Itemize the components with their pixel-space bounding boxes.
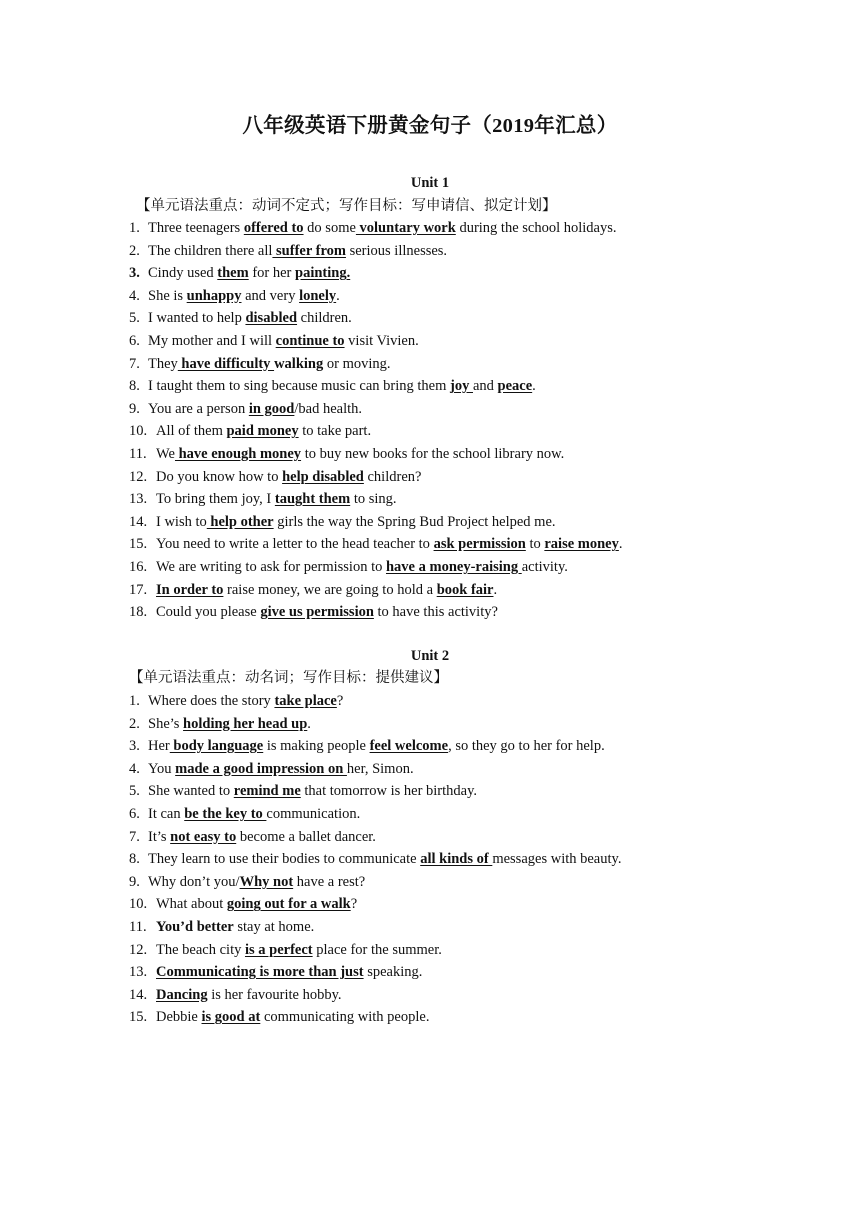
key-phrase: ask permission [433, 536, 526, 553]
sentence-text: I taught them to sing because music can bring them [148, 378, 451, 395]
key-phrase: made a good impression on [175, 760, 347, 777]
sentence-number: 1. [129, 220, 140, 236]
sentence-item [129, 758, 621, 781]
sentence-number: 6. [129, 805, 140, 822]
key-phrase: going out for a walk [226, 896, 351, 913]
sentence-text: Cindy used [148, 265, 218, 282]
sentence-item [129, 871, 621, 894]
sentence-item [129, 420, 622, 443]
sentence-text: They [148, 355, 178, 372]
sentence-item [129, 443, 622, 466]
sentence-text: have a rest? [293, 873, 366, 890]
sentence-text: Where does the story [148, 693, 275, 709]
sentence-text: communicating with people. [260, 1009, 430, 1026]
sentence-text: communication. [266, 805, 361, 822]
sentence-item [129, 353, 622, 376]
sentence-text: She is [148, 287, 187, 304]
sentence-text: is making people [263, 738, 370, 755]
sentence-text: is her favourite hobby. [207, 986, 342, 1003]
sentence-number: 6. [129, 332, 140, 349]
sentence-text: and very [241, 287, 300, 304]
sentence-number: 3. [129, 738, 140, 755]
sentence-item [129, 556, 622, 579]
sentence-list [129, 217, 622, 624]
sentence-text: become a ballet dancer. [236, 828, 376, 845]
sentence-text: ? [336, 693, 344, 709]
key-phrase: In order to [156, 581, 224, 598]
sentence-item [129, 579, 622, 602]
sentence-number: 10. [129, 896, 148, 913]
sentence-text: do some [303, 220, 356, 236]
key-phrase: in good [248, 400, 295, 417]
sentence-item [129, 398, 622, 421]
key-phrase: take place [274, 693, 337, 709]
sentence-number: 8. [129, 851, 140, 868]
key-phrase: help other [206, 513, 274, 530]
sentence-text: stay at home. [233, 918, 315, 935]
key-phrase: Communicating is more than just [156, 964, 364, 981]
key-phrase: taught them [274, 491, 351, 508]
sentence-text: to take part. [298, 423, 372, 440]
key-phrase: holding her head up [183, 715, 308, 732]
key-phrase: give us permission [260, 604, 374, 621]
sentence-text: ? [350, 896, 358, 913]
sentence-number: 4. [129, 760, 140, 777]
sentence-text: The beach city [156, 941, 245, 958]
sentence-item [129, 285, 622, 308]
sentence-text: her, Simon. [346, 760, 414, 777]
key-phrase: is good at [201, 1009, 261, 1026]
unit-focus-note: 【单元语法重点：动词不定式；写作目标：写申请信、拟定计划】 [136, 198, 557, 214]
sentence-text: You need to write a letter to the head teacher to [156, 536, 434, 553]
key-phrase: offered to [243, 220, 304, 236]
sentence-item [129, 848, 621, 871]
sentence-text: to [525, 536, 545, 553]
page-title: 八年级英语下册黄金句子（2019年汇总） [242, 115, 618, 137]
sentence-number: 2. [129, 242, 140, 259]
sentence-number: 7. [129, 355, 140, 372]
sentence-text: You [148, 760, 176, 777]
sentence-item [129, 916, 621, 939]
sentence-item [129, 780, 621, 803]
sentence-text: to have this activity? [373, 604, 498, 621]
sentence-text: The children there all [148, 242, 273, 259]
sentence-text: and [472, 378, 498, 395]
sentence-item [129, 803, 621, 826]
key-phrase: have a money-raising [385, 558, 522, 575]
sentence-item [129, 1006, 621, 1029]
sentence-text: for her [248, 265, 295, 282]
sentence-number: 4. [129, 287, 140, 304]
sentence-item [129, 466, 622, 489]
sentence-number: 8. [129, 378, 140, 395]
sentence-number: 14. [129, 986, 148, 1003]
sentence-number: 15. [129, 536, 148, 553]
key-phrase: paid money [226, 423, 299, 440]
sentence-number: 16. [129, 558, 148, 575]
sentence-item [129, 690, 621, 713]
sentence-item [129, 262, 622, 285]
sentence-text: visit Vivien. [344, 332, 419, 349]
sentence-text: What about [156, 896, 227, 913]
sentence-item [129, 217, 622, 240]
sentence-item [129, 893, 621, 916]
sentence-text: , so they go to her for help. [448, 738, 605, 755]
sentence-item [129, 307, 622, 330]
sentence-number: 11. [129, 918, 147, 935]
key-phrase: disabled [245, 310, 298, 327]
sentence-item [129, 240, 622, 263]
sentence-item [129, 533, 622, 556]
key-phrase: not easy to [170, 828, 237, 845]
sentence-item [129, 984, 621, 1007]
key-phrase: Why not [239, 873, 294, 890]
sentence-text: We [156, 445, 175, 462]
key-phrase: joy [450, 378, 473, 395]
unit-heading: Unit 1 [410, 175, 450, 191]
sentence-text: that tomorrow is her birthday. [300, 783, 478, 800]
key-phrase: painting. [295, 265, 351, 282]
sentence-number: 10. [129, 423, 148, 440]
sentence-text: to buy new books for the school library now. [301, 445, 565, 462]
sentence-text: All of them [156, 423, 227, 440]
key-phrase: help disabled [282, 468, 364, 485]
sentence-text: It can [148, 805, 185, 822]
sentence-text: children? [363, 468, 422, 485]
key-phrase: remind me [233, 783, 301, 800]
sentence-item [129, 826, 621, 849]
sentence-text: speaking. [363, 964, 423, 981]
sentence-text: or moving. [323, 355, 391, 372]
sentence-number: 9. [129, 400, 140, 417]
sentence-text: children. [297, 310, 352, 327]
key-phrase: them [217, 265, 249, 282]
key-phrase: all kinds of [420, 851, 493, 868]
sentence-text: Debbie [156, 1009, 202, 1026]
key-phrase: feel welcome [369, 738, 449, 755]
sentence-number: 7. [129, 828, 140, 845]
sentence-text: messages with beauty. [492, 851, 622, 868]
sentence-text: Why don’t you/ [148, 873, 240, 890]
sentence-text: Three teenagers [148, 220, 244, 236]
bold-phrase: You’d better [156, 918, 234, 935]
sentence-text: . [532, 378, 536, 395]
sentence-text: /bad health. [294, 400, 363, 417]
sentence-text: . [336, 287, 340, 304]
sentence-item [129, 488, 622, 511]
sentence-number: 3. [129, 265, 140, 282]
unit-heading: Unit 2 [410, 648, 450, 664]
sentence-text: raise money, we are going to hold a [223, 581, 437, 598]
key-phrase: peace [497, 378, 533, 395]
sentence-number: 11. [129, 445, 147, 462]
sentence-text: We are writing to ask for permission to [156, 558, 386, 575]
key-phrase: book fair [436, 581, 494, 598]
sentence-text: during the school holidays. [455, 220, 617, 236]
sentence-text: She wanted to [148, 783, 234, 800]
sentence-item [129, 330, 622, 353]
sentence-number: 12. [129, 468, 148, 485]
sentence-text: It’s [148, 828, 171, 845]
sentence-text: serious illnesses. [345, 242, 448, 259]
sentence-number: 9. [129, 873, 140, 890]
sentence-text: girls the way the Spring Bud Project helped me. [273, 513, 556, 530]
key-phrase: continue to [275, 332, 345, 349]
sentence-number: 5. [129, 310, 140, 327]
sentence-text: Could you please [156, 604, 261, 621]
sentence-number: 17. [129, 581, 148, 598]
key-phrase: suffer from [272, 242, 346, 259]
sentence-number: 15. [129, 1009, 148, 1026]
sentence-text: They learn to use their bodies to communicate [148, 851, 421, 868]
sentence-item [129, 939, 621, 962]
sentence-item [129, 601, 622, 624]
sentence-text: I wanted to help [148, 310, 246, 327]
key-phrase: is a perfect [244, 941, 313, 958]
sentence-number: 13. [129, 491, 148, 508]
sentence-text: My mother and I will [148, 332, 276, 349]
sentence-number: 5. [129, 783, 140, 800]
sentence-text: place for the summer. [312, 941, 442, 958]
sentence-text: You are a person [148, 400, 249, 417]
sentence-number: 18. [129, 604, 148, 621]
key-phrase: unhappy [186, 287, 242, 304]
key-phrase: Dancing [156, 986, 208, 1003]
sentence-text: . [307, 715, 311, 732]
sentence-text: activity. [521, 558, 568, 575]
sentence-item [129, 713, 621, 736]
unit-focus-note: 【单元语法重点：动名词；写作目标：提供建议】 [129, 670, 448, 686]
sentence-text: Do you know how to [156, 468, 283, 485]
key-phrase: have difficulty [177, 355, 275, 372]
sentence-number: 2. [129, 715, 140, 732]
key-phrase: voluntary work [355, 220, 456, 236]
key-phrase: lonely [299, 287, 337, 304]
sentence-number: 1. [129, 693, 140, 709]
sentence-text: Her [148, 738, 170, 755]
sentence-number: 13. [129, 964, 148, 981]
sentence-text: She’s [148, 715, 184, 732]
key-phrase: have enough money [174, 445, 302, 462]
sentence-number: 14. [129, 513, 148, 530]
sentence-item [129, 735, 621, 758]
sentence-text: I wish to [156, 513, 207, 530]
key-phrase: raise money [544, 536, 619, 553]
sentence-text: . [618, 536, 623, 553]
sentence-item [129, 511, 622, 534]
sentence-text: to sing. [350, 491, 397, 508]
sentence-text: . [493, 581, 498, 598]
bold-phrase: walking [274, 355, 324, 372]
sentence-text: To bring them joy, I [156, 491, 275, 508]
sentence-number: 12. [129, 941, 148, 958]
key-phrase: be the key to [184, 805, 267, 822]
sentence-item [129, 961, 621, 984]
sentence-item [129, 375, 622, 398]
key-phrase: body language [169, 738, 264, 755]
sentence-list [129, 690, 621, 1029]
